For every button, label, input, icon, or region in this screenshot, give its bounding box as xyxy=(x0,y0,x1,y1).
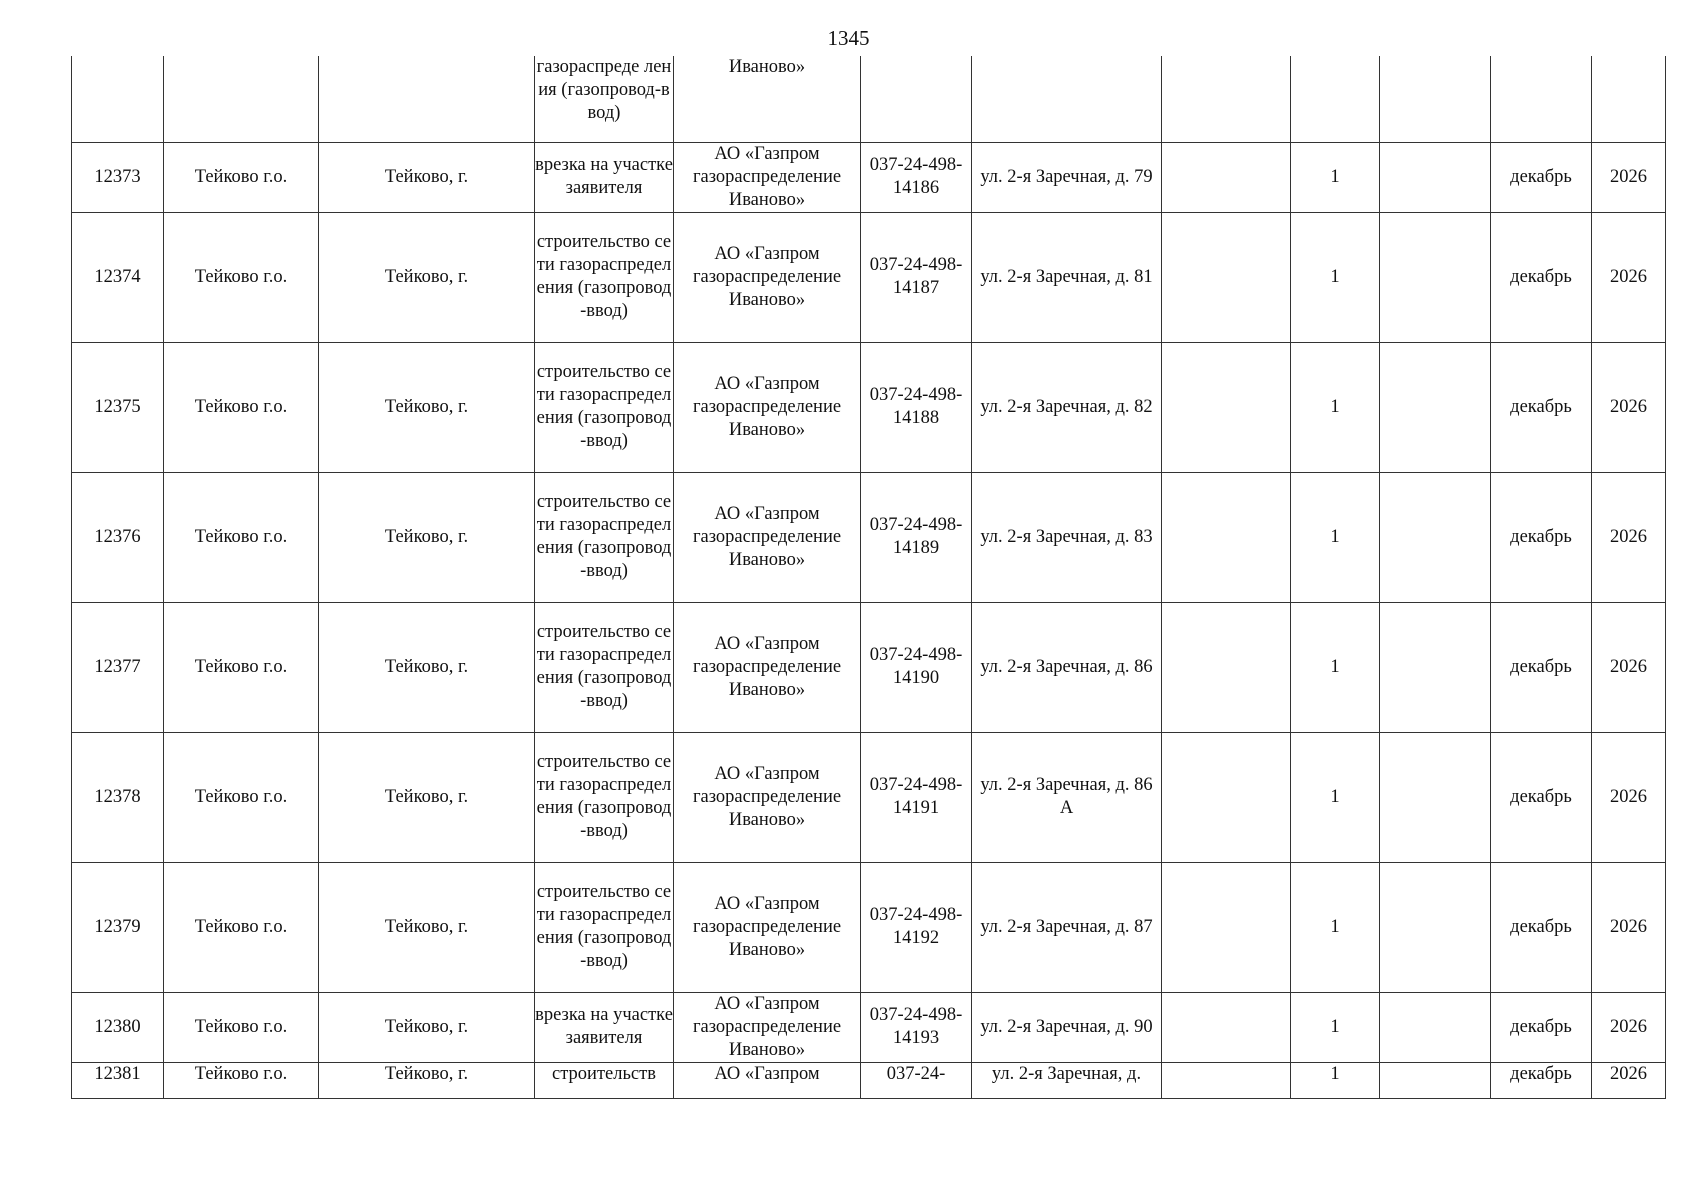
code-cell: 037-24-498-14187 xyxy=(861,212,972,342)
code-cell: 037-24-498-14189 xyxy=(861,472,972,602)
locality-cell: Тейково, г. xyxy=(319,732,535,862)
address-cell: ул. 2-я Заречная, д. 81 xyxy=(972,212,1162,342)
empty-cell xyxy=(1380,342,1491,472)
count-cell: 1 xyxy=(1291,862,1380,992)
district-cell: Тейково г.о. xyxy=(164,862,319,992)
works-table xyxy=(71,56,1666,1099)
organization-cell: АО «Газпром газораспределение Иваново» xyxy=(674,732,861,862)
district-cell xyxy=(164,56,319,142)
locality-cell xyxy=(319,56,535,142)
code-cell: 037-24-498-14191 xyxy=(861,732,972,862)
empty-cell xyxy=(1380,602,1491,732)
row-number: 12375 xyxy=(72,342,164,472)
empty-cell xyxy=(1162,732,1291,862)
organization-cell: АО «Газпром газораспределение Иваново» xyxy=(674,992,861,1062)
count-cell: 1 xyxy=(1291,472,1380,602)
work-type-cell: строительство сети газораспределения (газопровод-ввод) xyxy=(535,862,674,992)
district-cell: Тейково г.о. xyxy=(164,992,319,1062)
month-cell: декабрь xyxy=(1491,862,1592,992)
organization-cell: Иваново» xyxy=(674,56,861,142)
empty-cell xyxy=(1380,212,1491,342)
row-number: 12374 xyxy=(72,212,164,342)
row-number: 12377 xyxy=(72,602,164,732)
table-row xyxy=(72,732,1666,862)
empty-cell xyxy=(1162,342,1291,472)
work-type-cell: газораспреде ления (газопровод-ввод) xyxy=(535,56,674,142)
month-cell: декабрь xyxy=(1491,602,1592,732)
empty-cell xyxy=(1162,992,1291,1062)
count-cell: 1 xyxy=(1291,992,1380,1062)
month-cell: декабрь xyxy=(1491,732,1592,862)
year-cell: 2026 xyxy=(1592,142,1666,212)
table-row xyxy=(72,212,1666,342)
address-cell: ул. 2-я Заречная, д. xyxy=(972,1062,1162,1098)
district-cell: Тейково г.о. xyxy=(164,1062,319,1098)
organization-cell: АО «Газпром газораспределение Иваново» xyxy=(674,862,861,992)
address-cell: ул. 2-я Заречная, д. 82 xyxy=(972,342,1162,472)
district-cell: Тейково г.о. xyxy=(164,732,319,862)
address-cell xyxy=(972,56,1162,142)
district-cell: Тейково г.о. xyxy=(164,472,319,602)
locality-cell: Тейково, г. xyxy=(319,342,535,472)
organization-cell: АО «Газпром газораспределение Иваново» xyxy=(674,212,861,342)
page-number: 1345 xyxy=(827,26,870,50)
row-number: 12376 xyxy=(72,472,164,602)
year-cell: 2026 xyxy=(1592,212,1666,342)
address-cell: ул. 2-я Заречная, д. 86 xyxy=(972,602,1162,732)
row-number: 12379 xyxy=(72,862,164,992)
district-cell: Тейково г.о. xyxy=(164,602,319,732)
empty-cell xyxy=(1380,1062,1491,1098)
empty-cell xyxy=(1162,56,1291,142)
year-cell: 2026 xyxy=(1592,342,1666,472)
table-row xyxy=(72,142,1666,212)
month-cell: декабрь xyxy=(1491,992,1592,1062)
code-cell: 037-24-498-14192 xyxy=(861,862,972,992)
address-cell: ул. 2-я Заречная, д. 87 xyxy=(972,862,1162,992)
organization-cell: АО «Газпром xyxy=(674,1062,861,1098)
work-type-cell: строительство сети газораспределения (газопровод-ввод) xyxy=(535,732,674,862)
district-cell: Тейково г.о. xyxy=(164,342,319,472)
count-cell: 1 xyxy=(1291,732,1380,862)
code-cell: 037-24- xyxy=(861,1062,972,1098)
empty-cell xyxy=(1380,992,1491,1062)
empty-cell xyxy=(1380,732,1491,862)
count-cell: 1 xyxy=(1291,342,1380,472)
locality-cell: Тейково, г. xyxy=(319,212,535,342)
table-body xyxy=(72,56,1666,1098)
year-cell: 2026 xyxy=(1592,862,1666,992)
code-cell: 037-24-498-14186 xyxy=(861,142,972,212)
address-cell: ул. 2-я Заречная, д. 86 А xyxy=(972,732,1162,862)
code-cell: 037-24-498-14190 xyxy=(861,602,972,732)
table-row xyxy=(72,992,1666,1062)
district-cell: Тейково г.о. xyxy=(164,142,319,212)
month-cell: декабрь xyxy=(1491,342,1592,472)
code-cell xyxy=(861,56,972,142)
row-number: 12380 xyxy=(72,992,164,1062)
work-type-cell: строительств xyxy=(535,1062,674,1098)
empty-cell xyxy=(1162,472,1291,602)
empty-cell xyxy=(1162,212,1291,342)
year-cell: 2026 xyxy=(1592,992,1666,1062)
work-type-cell: строительство сети газораспределения (газопровод-ввод) xyxy=(535,342,674,472)
year-cell xyxy=(1592,56,1666,142)
year-cell: 2026 xyxy=(1592,472,1666,602)
empty-cell xyxy=(1162,862,1291,992)
organization-cell: АО «Газпром газораспределение Иваново» xyxy=(674,602,861,732)
empty-cell xyxy=(1162,602,1291,732)
year-cell: 2026 xyxy=(1592,602,1666,732)
month-cell xyxy=(1491,56,1592,142)
locality-cell: Тейково, г. xyxy=(319,472,535,602)
locality-cell: Тейково, г. xyxy=(319,1062,535,1098)
empty-cell xyxy=(1380,142,1491,212)
month-cell: декабрь xyxy=(1491,212,1592,342)
empty-cell xyxy=(1380,472,1491,602)
row-number: 12373 xyxy=(72,142,164,212)
count-cell: 1 xyxy=(1291,212,1380,342)
work-type-cell: строительство сети газораспределения (газопровод-ввод) xyxy=(535,602,674,732)
organization-cell: АО «Газпром газораспределение Иваново» xyxy=(674,142,861,212)
year-cell: 2026 xyxy=(1592,1062,1666,1098)
count-cell: 1 xyxy=(1291,602,1380,732)
count-cell: 1 xyxy=(1291,1062,1380,1098)
work-type-cell: врезка на участке заявителя xyxy=(535,992,674,1062)
month-cell: декабрь xyxy=(1491,142,1592,212)
empty-cell xyxy=(1162,142,1291,212)
work-type-cell: врезка на участке заявителя xyxy=(535,142,674,212)
empty-cell xyxy=(1162,1062,1291,1098)
code-cell: 037-24-498-14193 xyxy=(861,992,972,1062)
table-row xyxy=(72,342,1666,472)
year-cell: 2026 xyxy=(1592,732,1666,862)
month-cell: декабрь xyxy=(1491,1062,1592,1098)
organization-cell: АО «Газпром газораспределение Иваново» xyxy=(674,342,861,472)
table-row xyxy=(72,602,1666,732)
address-cell: ул. 2-я Заречная, д. 79 xyxy=(972,142,1162,212)
code-cell: 037-24-498-14188 xyxy=(861,342,972,472)
locality-cell: Тейково, г. xyxy=(319,602,535,732)
table-row xyxy=(72,472,1666,602)
row-number: 12378 xyxy=(72,732,164,862)
empty-cell xyxy=(1380,56,1491,142)
district-cell: Тейково г.о. xyxy=(164,212,319,342)
row-number: 12381 xyxy=(72,1062,164,1098)
table-row xyxy=(72,862,1666,992)
count-cell: 1 xyxy=(1291,142,1380,212)
work-type-cell: строительство сети газораспределения (газопровод-ввод) xyxy=(535,212,674,342)
locality-cell: Тейково, г. xyxy=(319,992,535,1062)
address-cell: ул. 2-я Заречная, д. 83 xyxy=(972,472,1162,602)
table-row xyxy=(72,1062,1666,1098)
month-cell: декабрь xyxy=(1491,472,1592,602)
row-number xyxy=(72,56,164,142)
address-cell: ул. 2-я Заречная, д. 90 xyxy=(972,992,1162,1062)
count-cell xyxy=(1291,56,1380,142)
locality-cell: Тейково, г. xyxy=(319,862,535,992)
locality-cell: Тейково, г. xyxy=(319,142,535,212)
table-row xyxy=(72,56,1666,142)
organization-cell: АО «Газпром газораспределение Иваново» xyxy=(674,472,861,602)
empty-cell xyxy=(1380,862,1491,992)
work-type-cell: строительство сети газораспределения (газопровод-ввод) xyxy=(535,472,674,602)
